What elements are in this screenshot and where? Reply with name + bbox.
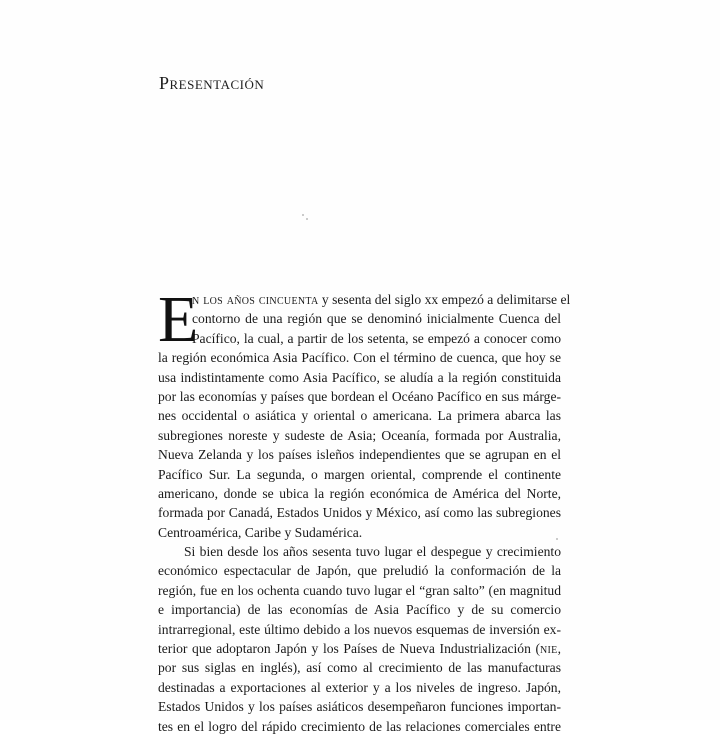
text-line: Estados Unidos y los países asiáticos desempeñaron funciones importan-: [158, 699, 561, 715]
text-line: región, fue en los ochenta cuando tuvo lugar el “gran salto” (en magnitud: [158, 582, 561, 598]
text-line: económico espectacular de Japón, que preludió la conformación de la: [158, 563, 561, 579]
paragraph-1: [158, 283, 571, 542]
page-title: Presentación: [159, 73, 265, 93]
text-line: Si bien desde los años sesenta tuvo lugar el despegue y crecimiento: [184, 544, 561, 560]
text-line: tes en el logro del rápido crecimiento de las relaciones comerciales entre: [158, 718, 561, 734]
text-line: n los años cincuenta y sesenta del siglo xx empezó a delimitarse el: [192, 292, 571, 307]
text-line: intrarregional, este último debido a los nuevos esquemas de inversión ex-: [158, 621, 561, 637]
text-line: usa indistintamente como Asia Pacífico, se aludía a la región constituida: [158, 369, 561, 385]
scan-speck: [306, 218, 308, 220]
text-line: contorno de una región que se denominó inicialmente Cuenca del: [192, 311, 561, 327]
text-line: terior que adoptaron Japón y los Países de Nueva Industrialización (nie,: [158, 641, 561, 657]
text-line: americano, donde se ubica la región económica de América del Norte,: [158, 485, 561, 501]
paragraph-2: [158, 542, 561, 736]
text-line: Nueva Zelanda y los países isleños independientes que se agrupan en el: [158, 447, 561, 463]
text-line: subregiones noreste y sudeste de Asia; Oceanía, formada por Australia,: [158, 427, 561, 443]
drop-cap: E: [158, 283, 199, 356]
text-line: nes occidental o asiática y oriental o americana. La primera abarca las: [158, 408, 561, 424]
text-line: por las economías y países que bordean el Océano Pacífico en sus márge-: [158, 388, 561, 404]
text-line: la región económica Asia Pacífico. Con el término de cuenca, que hoy se: [158, 350, 561, 366]
text-line: Centroamérica, Caribe y Sudamérica.: [158, 524, 363, 540]
text-line: por sus siglas en inglés), así como al crecimiento de las manufacturas: [158, 660, 561, 676]
text-line: formada por Canadá, Estados Unidos y México, así como las subregiones: [158, 505, 561, 521]
text-line: Pacífico Sur. La segunda, o margen oriental, comprende el continente: [158, 466, 561, 482]
text-line: Pacífico, la cual, a partir de los setenta, se empezó a conocer como: [192, 330, 561, 346]
text-line: destinadas a exportaciones al exterior y a los niveles de ingreso. Japón,: [158, 679, 561, 695]
scan-speck: [302, 214, 304, 216]
body-text: [158, 283, 571, 736]
text-line: e importancia) de las economías de Asia Pacífico y de su comercio: [158, 602, 561, 618]
